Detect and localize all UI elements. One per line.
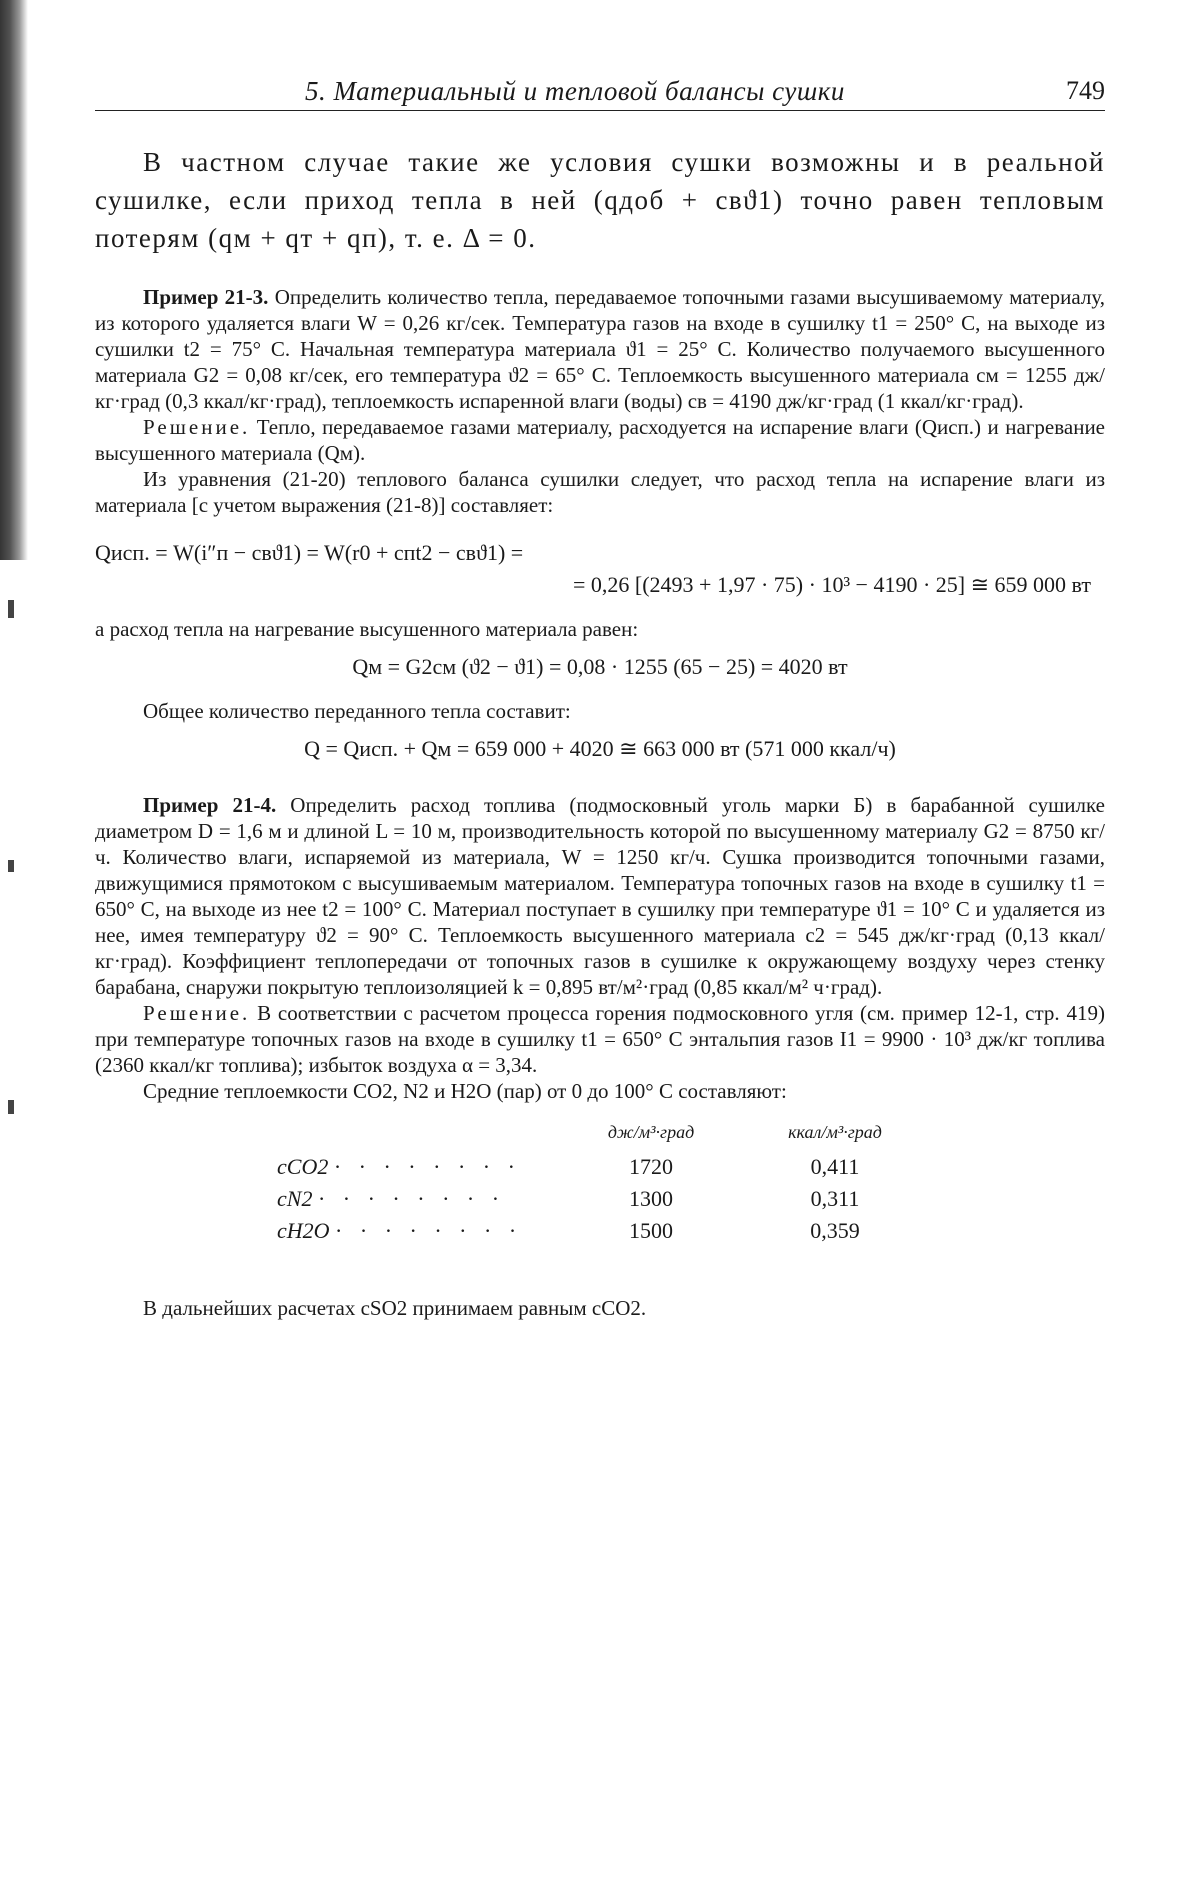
table-row	[255, 1215, 927, 1247]
row-label: cH2O	[277, 1218, 330, 1243]
solution-paragraph	[95, 1000, 1105, 1078]
scan-speck	[8, 600, 14, 618]
example-statement-text: Определить количество тепла, передаваемое топочными газами высушиваемому материалу, из которого удаляется влаги W = 0,26 кг/сек. Температура газов на входе в сушилку t1 = 250° С, на выходе из сушилки t2 = 75° С. Начальная температура материала ϑ1 = 25° С. Количество получаемого высушенного материала G2 = 0,08 кг/сек, его температура ϑ2 = 65° С. Теплоемкость высушенного материала cм = 1255 дж/кг·град (0,3 ккал/кг·град), теплоемкость испаренной влаги (воды) cв = 4190 дж/кг·град (1 ккал/кг·град).	[95, 285, 1106, 413]
table-cell: 1720	[629, 1154, 673, 1179]
scan-speck	[8, 1100, 14, 1114]
table-cell: 1500	[629, 1218, 673, 1243]
solution-text: В соответствии с расчетом процесса горения подмосковного угля (см. пример 12-1, стр. 419) при температуре топочных газов на входе в сушилку t1 = 650° С энтальпия газов I1 = 9900 · 10³ дж/кг топлива (2360 ккал/кг топлива); избыток воздуха α = 3,34.	[95, 1001, 1105, 1077]
paragraph: Общее количество переданного тепла составит:	[143, 699, 571, 723]
page-number: 749	[1066, 76, 1105, 105]
table-row	[255, 1151, 927, 1183]
solution-paragraph	[95, 414, 1105, 466]
formula-material-heating: Qм = G2cм (ϑ2 − ϑ1) = 0,08 · 1255 (65 − 25) = 4020 вт	[352, 654, 848, 679]
formula-total-heat: Q = Qисп. + Qм = 659 000 + 4020 ≅ 663 000 вт (571 000 ккал/ч)	[304, 736, 896, 761]
example-statement-text: Определить расход топлива (подмосковный уголь марки Б) в барабанной сушилке диаметром D = 1,6 м и длиной L = 10 м, производительность которой по высушенному материалу G2 = 8750 кг/ч. Количество влаги, испаряемой из материала, W = 1250 кг/ч. Сушка производится топочными газами, движущимися прямотоком с высушиваемым материалом. Температура топочных газов на входе в сушилку t1 = 650° С, на выходе из нее t2 = 100° С. Материал поступает в сушилку при температуре ϑ1 = 10° С и удаляется из нее, имея температуру ϑ2 = 90° С. Теплоемкость высушенного материала c2 = 545 дж/кг·град (0,13 ккал/кг·град). Коэффициент теплопередачи от топочных газов в сушилке к окружающему воздуху через стенку барабана, снаружи покрытую теплоизоляцией k = 0,895 вт/м²·град (0,85 ккал/м² ч·град).	[95, 793, 1105, 999]
table-row	[255, 1183, 927, 1215]
example-statement	[95, 792, 1105, 1000]
paragraph: Из уравнения (21-20) теплового баланса сушилки следует, что расход тепла на испарение влаги из материала [с учетом выражения (21-8)] составляет:	[95, 467, 1105, 517]
solution-text: Тепло, передаваемое газами материалу, расходуется на испарение влаги (Qисп.) и нагревание высушенного материала (Qм).	[95, 415, 1105, 465]
column-header: дж/м³·град	[607, 1122, 695, 1142]
example-21-3	[95, 284, 1105, 762]
leader-dots: · · · · · · · ·	[317, 1186, 506, 1211]
solution-heading: Решение.	[143, 1001, 251, 1025]
row-label: cCO2	[277, 1154, 329, 1179]
closing-sentence: В дальнейших расчетах cSO2 принимаем равным cCO2.	[143, 1296, 647, 1320]
table-cell: 1300	[629, 1186, 673, 1211]
running-head: 5. Материальный и тепловой балансы сушки	[305, 76, 845, 106]
table-cell: 0,311	[810, 1186, 860, 1211]
table-cell: 0,411	[810, 1154, 860, 1179]
scan-speck	[8, 860, 14, 872]
solution-heading: Решение.	[143, 415, 251, 439]
formula-evaporation-heat: Qисп. = W(i″п − cвϑ1) = W(r0 + cпt2 − cвϑ1) =	[95, 540, 524, 565]
example-heading: Пример 21-3.	[143, 285, 269, 309]
heat-capacity-table	[95, 1122, 1105, 1247]
book-page	[95, 70, 1105, 1321]
example-heading: Пример 21-4.	[143, 793, 277, 817]
leader-dots: · · · · · · · ·	[335, 1218, 523, 1243]
lead-paragraph: В частном случае такие же условия сушки возможны и в реальной сушилке, если приход тепла в ней (qдоб + cвϑ1) точно равен тепловым потерям (qм + qт + qп), т. е. Δ = 0.	[95, 147, 1105, 253]
scan-shadow-edge	[0, 0, 28, 560]
example-21-4	[95, 792, 1105, 1104]
leader-dots: · · · · · · · ·	[333, 1154, 521, 1179]
paragraph: Средние теплоемкости CO2, N2 и H2O (пар) от 0 до 100° С составляют:	[143, 1079, 787, 1103]
page-header	[95, 70, 1105, 111]
table-cell: 0,359	[810, 1218, 860, 1243]
example-statement	[95, 284, 1105, 414]
formula-evaporation-result: = 0,26 [(2493 + 1,97 · 75) · 10³ − 4190 · 25] ≅ 659 000 вт	[573, 572, 1091, 597]
paragraph: а расход тепла на нагревание высушенного материала равен:	[95, 617, 639, 641]
row-label: cN2	[277, 1186, 313, 1211]
table-header-corner	[255, 1122, 559, 1151]
column-header: ккал/м³·град	[788, 1122, 882, 1142]
